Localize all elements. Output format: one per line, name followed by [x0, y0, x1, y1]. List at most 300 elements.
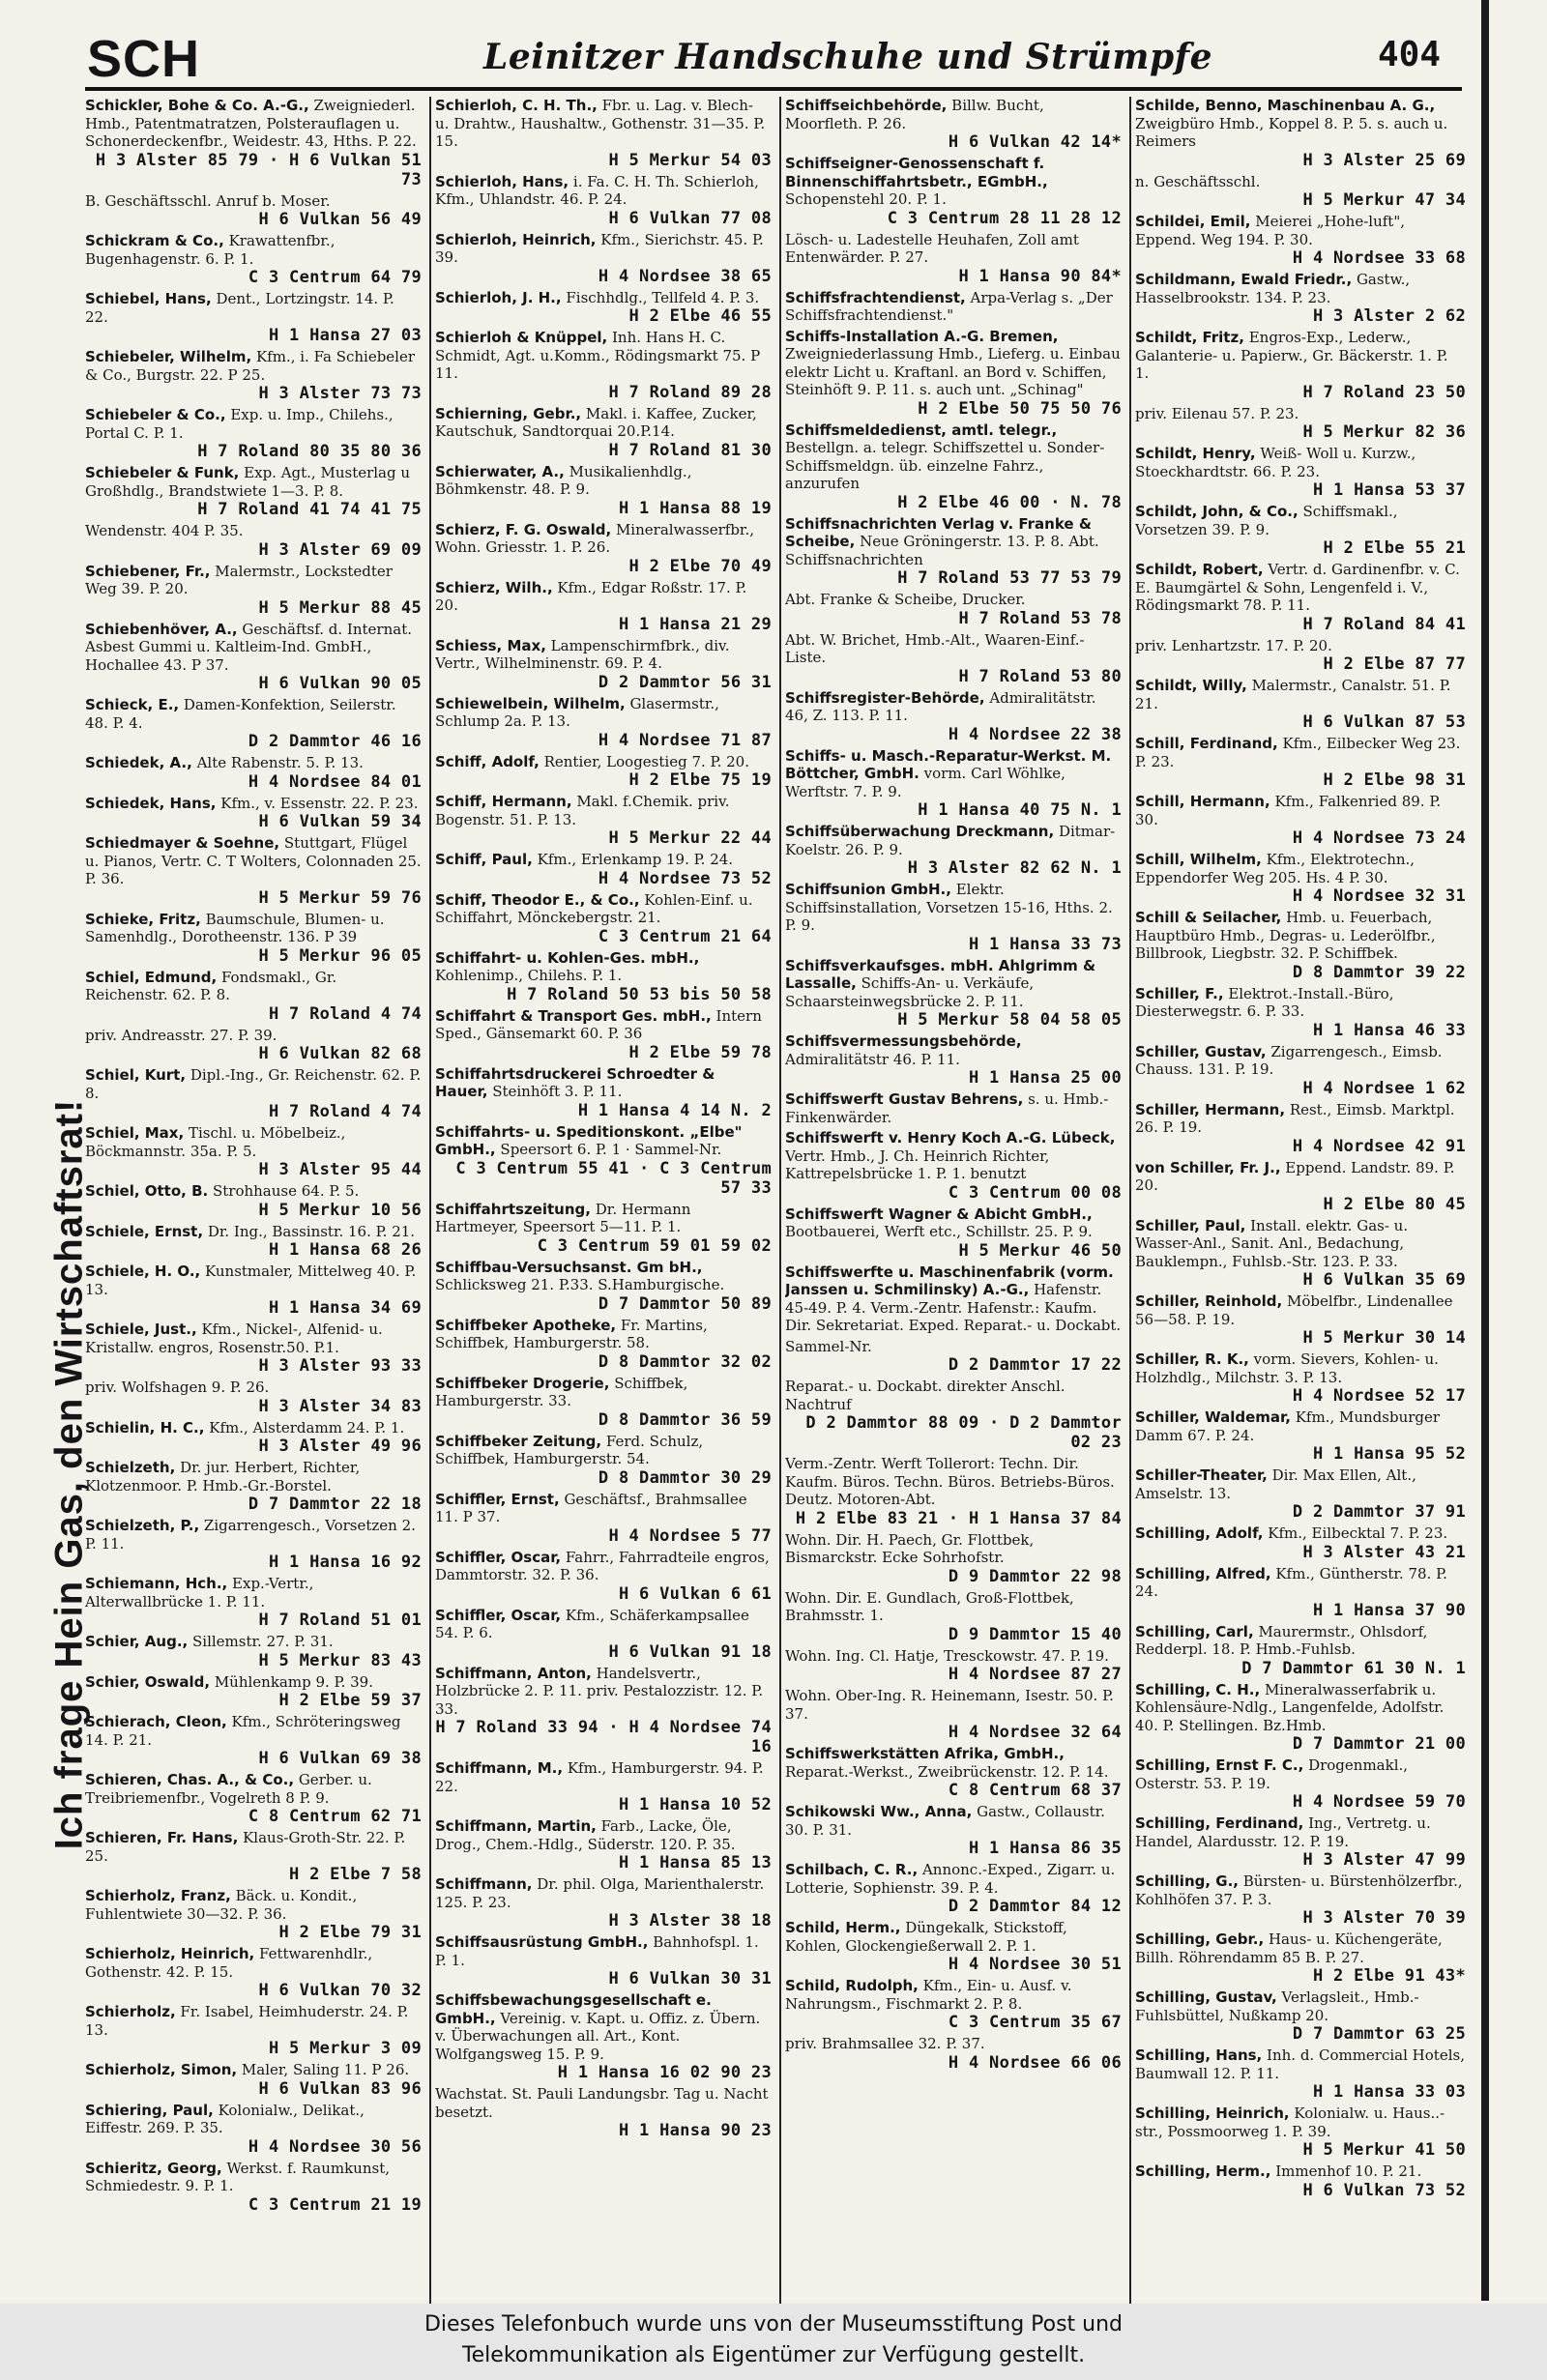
listing-details: Admiralitätstr. 46, Z. 113. P. 11.	[785, 688, 1096, 724]
listing-text	[785, 231, 1122, 267]
listing-entry	[1135, 97, 1466, 170]
listing-details: Kunstmaler, Mittelweg 40. P. 13.	[85, 1263, 417, 1298]
listing-details: Kfm., Elektrotechn., Eppendorfer Weg 205. Hs. 4 P. 30.	[1135, 851, 1416, 886]
listing-details: Gerber. u. Treibriemenfbr., Vogelreth 8 P. 9.	[85, 1771, 372, 1807]
listing-phone: H 7 Roland 4 74	[268, 1003, 422, 1024]
listing-name: Schildt, Robert,	[1135, 561, 1264, 578]
listing-phone: H 4 Nordsee 30 51	[948, 1955, 1122, 1974]
listing-text	[1135, 1466, 1466, 1502]
listing-entry	[85, 1182, 422, 1220]
listing-phone: H 6 Vulkan 42 14*	[948, 132, 1122, 152]
listing-entry	[785, 1129, 1122, 1203]
listing-phone: D 8 Dammtor 32 02	[598, 1351, 772, 1372]
listing-phone: H 2 Elbe 87 77	[1323, 654, 1466, 674]
listing-name: Schiffbeker Apotheke,	[435, 1316, 617, 1334]
listing-text	[1135, 2162, 1466, 2181]
column-1	[85, 97, 422, 2320]
listing-phone: H 1 Hansa 34 69	[268, 1298, 422, 1318]
listing-phone: D 2 Dammtor 84 12	[948, 1897, 1122, 1916]
listing-phone: C 3 Centrum 28 11 28 12	[887, 208, 1122, 228]
listing-name: Schiffseigner-Genossenschaft f. Binnenschiffahrtsbetr., EGmbH.,	[785, 155, 1048, 190]
listing-details: Kfm., Hamburgerstr. 94. P. 22.	[435, 1759, 764, 1795]
listing-entry	[435, 521, 772, 576]
listing-text	[1135, 1872, 1466, 1908]
listing-phone: H 4 Nordsee 30 56	[248, 2136, 422, 2157]
page-number: 404	[1377, 35, 1441, 74]
listing-entry	[85, 1027, 422, 1064]
listing-text	[785, 631, 1122, 667]
listing-text	[435, 891, 772, 927]
listing-phone: H 2 Elbe 83 21 · H 1 Hansa 37 84	[795, 1508, 1122, 1528]
listing-entry	[435, 1875, 772, 1930]
listing-details: Install. elektr. Gas- u. Wasser-Anl., Sanit. Anl., Bedachung, Bauklempn., Fuhlsb.-Str. 123. P. 33.	[1135, 1216, 1409, 1270]
listing-details: Wohn. Ing. Cl. Hatje, Tresckowstr. 47. P. 19.	[785, 1646, 1109, 1665]
listing-phone: H 4 Nordsee 87 27	[948, 1665, 1122, 1684]
listing-text	[785, 747, 1122, 801]
listing-text	[435, 521, 772, 557]
listing-details: Maler, Saling 11. P 26.	[241, 2061, 410, 2078]
listing-text	[435, 1875, 772, 1911]
listing-entry	[435, 1933, 772, 1988]
listing-details: Lösch- u. Ladestelle Heuhafen, Zoll amt Entenwärder. P. 27.	[785, 230, 1079, 266]
listing-phone: H 3 Alster 82 62 N. 1	[907, 858, 1122, 878]
listing-name: Schiffahrtsdruckerei Schroedter & Hauer,	[435, 1064, 715, 1100]
listing-phone: H 4 Nordsee 22 38	[948, 724, 1122, 744]
listing-phone: H 1 Hansa 33 03	[1312, 2082, 1466, 2102]
listing-entry	[85, 406, 422, 461]
listing-name: von Schiller, Fr. J.,	[1135, 1158, 1281, 1176]
listing-text	[1135, 1159, 1466, 1195]
listing-text	[1135, 1814, 1466, 1850]
listing-name: Schiebeler & Co.,	[85, 406, 226, 423]
listing-entry	[1135, 1350, 1466, 1406]
listing-text	[785, 1589, 1122, 1625]
listing-phone: H 3 Alster 69 09	[258, 539, 422, 560]
listing-details: priv. Lenhartzstr. 17. P. 20.	[1135, 636, 1332, 654]
listing-text	[435, 463, 772, 499]
listing-text	[785, 328, 1122, 399]
listing-phone: H 7 Roland 23 50	[1302, 382, 1466, 402]
listing-text	[435, 949, 772, 985]
listing-text	[1135, 2104, 1466, 2140]
listing-text	[785, 1687, 1122, 1723]
listing-phone: H 4 Nordsee 52 17	[1292, 1386, 1466, 1406]
listing-entry	[85, 834, 422, 908]
listing-phone: H 6 Vulkan 70 32	[258, 1981, 422, 2000]
listing-details: Steinhöft 3. P. 11.	[492, 1083, 623, 1100]
listing-entry	[785, 689, 1122, 744]
listing-details: Verlagsleit., Hmb.-Fuhlsbüttel, Nußkamp 20.	[1135, 1988, 1419, 2024]
listing-entry	[435, 1065, 772, 1120]
listing-entry	[785, 515, 1122, 589]
listing-text	[1135, 909, 1466, 963]
listing-details: Zweigniederlassung Hmb., Lieferg. u. Einbau elektr Licht u. Kraftanl. an Bord v. Schiffen, Steinhöft 9. P. 11. s. auch unt. „Schinag"	[785, 345, 1121, 398]
listing-details: Zigarrengesch., Eimsb. Chauss. 131. P. 19.	[1135, 1042, 1443, 1078]
listing-details: vorm. Sievers, Kohlen- u. Holzhdlg., Milchstr. 3. P. 13.	[1135, 1350, 1439, 1386]
listing-details: Schiffsmakl., Vorsetzen 39. P. 9.	[1135, 503, 1398, 538]
listing-entry	[785, 1803, 1122, 1858]
listing-entry	[785, 1090, 1122, 1126]
listing-entry	[785, 823, 1122, 878]
listing-name: Schiffmann,	[435, 1875, 533, 1893]
listing-details: Exp.-Vertr., Alterwallbrücke 1. P. 11.	[85, 1575, 314, 1611]
listing-phone: H 7 Roland 33 94 · H 4 Nordsee 74 16	[435, 1718, 772, 1756]
listing-text	[435, 695, 772, 731]
listing-name: Schiller, R. K.,	[1135, 1350, 1249, 1368]
listing-phone: H 7 Roland 53 78	[958, 608, 1122, 628]
listing-details: Kolonialw., Delikat., Eiffestr. 269. P. 35.	[85, 2101, 365, 2136]
listing-name: Schiffahrt & Transport Ges. mbH.,	[435, 1006, 712, 1025]
listing-name: Schiedek, Hans,	[85, 794, 217, 812]
listing-name: Schiffbeker Zeitung,	[435, 1432, 602, 1450]
listing-entry	[1135, 1872, 1466, 1928]
listing-text	[435, 1065, 772, 1101]
listing-details: i. Fa. C. H. Th. Schierloh, Kfm., Uhlandstr. 46. P. 24.	[435, 172, 759, 208]
listing-text	[85, 621, 422, 675]
listing-entry	[785, 155, 1122, 228]
listing-details: Wohn. Dir. H. Paech, Gr. Flottbek, Bismarckstr. Ecke Sohrhofstr.	[785, 1530, 1035, 1566]
listing-entry	[85, 969, 422, 1024]
listing-details: Kfm., v. Essenstr. 22. P. 23.	[220, 794, 419, 812]
listing-text	[435, 1123, 772, 1159]
listing-name: Schierloh & Knüppel,	[435, 329, 608, 346]
listing-text	[435, 1007, 772, 1043]
listing-details: Dipl.-Ing., Gr. Reichenstr. 62. P. 8.	[85, 1066, 422, 1102]
listing-entry	[1135, 1814, 1466, 1870]
listing-details: Dir. Max Ellen, Alt., Amselstr. 13.	[1135, 1466, 1416, 1502]
listing-name: Schieke, Fritz,	[85, 910, 201, 928]
header-advertisement: Leinitzer Handschuhe und Strümpfe	[483, 37, 1213, 77]
listing-name: Schiller, Gustav,	[1135, 1042, 1267, 1060]
listing-name: Schiess, Max,	[435, 636, 546, 654]
listing-name: Schill & Seilacher,	[1135, 909, 1282, 926]
listing-name: Schielzeth, P.,	[85, 1517, 200, 1534]
listing-name: Schilbach, C. R.,	[785, 1861, 919, 1878]
listing-name: Schiel, Max,	[85, 1124, 185, 1142]
listing-details: Maurermstr., Ohlsdorf, Redderpl. 18. P. Hmb.-Fuhlsb.	[1135, 1622, 1428, 1658]
listing-phone: H 5 Merkur 3 09	[268, 2039, 422, 2058]
listing-details: Malermstr., Lockstedter Weg 39. P. 20.	[85, 562, 393, 597]
listing-text	[85, 348, 422, 384]
listing-details: Dent., Lortzingstr. 14. P. 22.	[85, 290, 394, 326]
listing-name: Schierholz, Simon,	[85, 2061, 238, 2078]
listing-text	[785, 881, 1122, 935]
listing-entry	[85, 1124, 422, 1179]
listing-text	[785, 591, 1122, 609]
listing-name: Schikowski Ww., Anna,	[785, 1803, 973, 1820]
listing-phone: H 2 Elbe 75 19	[628, 770, 772, 790]
listing-entry	[785, 421, 1122, 512]
listing-details: Klaus-Groth-Str. 22. P. 25.	[85, 1829, 406, 1865]
listing-entry	[785, 231, 1122, 286]
listing-entry	[85, 563, 422, 618]
listing-entry	[85, 232, 422, 287]
listing-entry	[1135, 1930, 1466, 1986]
listing-entry	[785, 591, 1122, 628]
listing-phone: H 2 Elbe 98 31	[1323, 770, 1466, 790]
listing-entry	[1135, 2162, 1466, 2200]
listing-phone: H 3 Alster 70 39	[1302, 1908, 1466, 1928]
listing-entry	[1135, 1292, 1466, 1348]
listing-phone: H 1 Hansa 85 13	[618, 1853, 772, 1872]
listing-details: Kohlenimp., Chilehs. P. 1.	[435, 967, 623, 984]
listing-phone: H 7 Roland 53 77 53 79	[897, 568, 1122, 588]
listing-text	[85, 1633, 422, 1651]
listing-name: Schierz, Wilh.,	[435, 578, 553, 596]
listing-name: Schiffswerft v. Henry Koch A.-G. Lübeck,	[785, 1129, 1116, 1146]
listing-phone: H 3 Alster 25 69	[1302, 150, 1466, 170]
listing-phone: H 7 Roland 80 35 80 36	[197, 442, 422, 461]
listing-text	[85, 1713, 422, 1749]
listing-name: Schiff, Paul,	[435, 851, 533, 868]
listing-details: Haus- u. Küchengeräte, Billh. Röhrendamm 85 B. P. 27.	[1135, 1930, 1443, 1966]
listing-phone: H 6 Vulkan 6 61	[618, 1583, 772, 1604]
listing-text	[785, 1977, 1122, 2013]
listing-text	[85, 2003, 422, 2039]
listing-entry	[435, 173, 772, 228]
listing-text	[85, 2102, 422, 2137]
listing-entry	[85, 1379, 422, 1416]
listing-phone: H 3 Alster 93 33	[258, 1356, 422, 1376]
listing-entry	[785, 881, 1122, 954]
listing-phone: H 1 Hansa 46 33	[1312, 1020, 1466, 1040]
listing-text	[85, 406, 422, 442]
listing-entry	[435, 2085, 772, 2140]
listing-details: Kfm., Alsterdamm 24. P. 1.	[209, 1418, 405, 1437]
listing-phone: H 3 Alster 43 21	[1302, 1542, 1466, 1562]
listing-name: Schiering, Paul,	[85, 2101, 214, 2119]
listing-phone: C 8 Centrum 62 71	[248, 1807, 422, 1826]
listing-phone: H 1 Hansa 40 75 N. 1	[918, 800, 1122, 820]
listing-text	[435, 1665, 772, 1719]
listing-phone: H 6 Vulkan 59 34	[258, 812, 422, 831]
listing-name: Schiff, Hermann,	[435, 793, 572, 810]
listing-text	[785, 1455, 1122, 1509]
listing-details: vorm. Carl Wöhlke, Werftstr. 7. P. 9.	[785, 765, 1065, 800]
listing-details: Malermstr., Canalstr. 51. P. 21.	[1135, 677, 1451, 712]
listing-text	[785, 823, 1122, 858]
listing-details: Zigarrengesch., Vorsetzen 2. P. 11.	[85, 1517, 416, 1553]
listing-entry	[1135, 985, 1466, 1040]
listing-text	[1135, 1043, 1466, 1079]
listing-name: Schilling, G.,	[1135, 1872, 1239, 1890]
listing-entry	[85, 2003, 422, 2058]
listing-name: Schill, Hermann,	[1135, 793, 1270, 810]
listing-phone: D 2 Dammtor 88 09 · D 2 Dammtor 02 23	[805, 1413, 1122, 1452]
listing-details: Ditmar-Koelstr. 26. P. 9.	[785, 823, 1116, 858]
listing-name: Schiffmann, M.,	[435, 1759, 564, 1777]
listing-text	[435, 1375, 772, 1410]
listing-phone: D 8 Dammtor 39 22	[1292, 962, 1466, 982]
listing-entry	[85, 290, 422, 345]
listing-text	[85, 696, 422, 732]
listing-phone: D 8 Dammtor 36 59	[598, 1409, 772, 1430]
column-divider	[429, 97, 431, 2320]
listing-name: Schiffs-Installation A.-G. Bremen,	[785, 327, 1059, 345]
listing-details: Geschäftsf., Brahmsallee 11. P 37.	[435, 1490, 747, 1525]
listing-phone: H 3 Alster 49 96	[258, 1437, 422, 1456]
column-divider	[1129, 97, 1131, 2320]
listing-text	[1135, 445, 1466, 480]
listing-name: Schiebeler & Funk,	[85, 464, 240, 481]
listing-text	[85, 1182, 422, 1201]
listing-text	[785, 155, 1122, 209]
listing-details: Bahnhofspl. 1. P. 1.	[435, 1933, 759, 1969]
listing-details: Kfm., Ein- u. Ausf. v. Nahrungsm., Fischmarkt 2. P. 8.	[785, 1977, 1072, 2013]
listing-entry	[1135, 1159, 1466, 1214]
listing-phone: H 2 Elbe 7 58	[289, 1865, 422, 1884]
listing-entry	[435, 289, 772, 327]
listing-entry	[1135, 1681, 1466, 1755]
listing-text	[435, 851, 772, 869]
listing-phone: H 4 Nordsee 73 24	[1292, 828, 1466, 848]
listing-phone: H 2 Elbe 79 31	[278, 1923, 422, 1942]
listing-phone: H 6 Vulkan 73 52	[1302, 2180, 1466, 2200]
listing-text	[1135, 561, 1466, 615]
listing-phone: H 3 Alster 85 79 · H 6 Vulkan 51 73	[95, 150, 422, 189]
listing-phone: H 1 Hansa 53 37	[1312, 480, 1466, 500]
listing-text	[1135, 2046, 1466, 2082]
listing-phone: H 2 Elbe 80 45	[1323, 1194, 1466, 1214]
listing-text	[85, 290, 422, 326]
listing-name: Schielzeth,	[85, 1459, 176, 1476]
listing-entry	[435, 1375, 772, 1430]
listing-text	[85, 1829, 422, 1865]
listing-name: Schiff, Theodor E., & Co.,	[435, 890, 640, 909]
listing-name: Schiffsmeldedienst, amtl. telegr.,	[785, 421, 1058, 439]
listing-entry	[1135, 173, 1466, 211]
listing-entry	[1135, 405, 1466, 443]
listing-details: Bürsten- u. Bürstenhölzerfbr., Kohlhöfen 37. P. 3.	[1135, 1872, 1463, 1908]
listing-entry	[1135, 1565, 1466, 1620]
listing-phone: H 5 Merkur 46 50	[958, 1240, 1122, 1261]
listing-text	[1135, 1623, 1466, 1659]
listing-entry	[435, 1259, 772, 1314]
listing-phone: H 1 Hansa 95 52	[1312, 1444, 1466, 1464]
listing-phone: D 7 Dammtor 50 89	[598, 1293, 772, 1314]
listing-details: Dr. Hermann Hartmeyer, Speersort 5—11. P. 1.	[435, 1200, 691, 1235]
listing-text	[785, 1205, 1122, 1241]
listing-details: Inh. d. Commercial Hotels, Baumwall 12. P. 11.	[1135, 2046, 1465, 2082]
listing-phone: H 3 Alster 95 44	[258, 1160, 422, 1179]
listing-details: Handelsvertr., Holzbrücke 2. P. 11. priv. Pestalozzistr. 12. P. 33.	[435, 1664, 764, 1718]
listing-name: Schierloh, J. H.,	[435, 288, 562, 306]
listing-text	[435, 173, 772, 209]
listing-text	[1135, 851, 1466, 886]
listing-phone: H 1 Hansa 86 35	[968, 1839, 1122, 1858]
listing-details: s. u. Hmb.-Finkenwärder.	[785, 1090, 1109, 1126]
listing-details: priv. Andreasstr. 27. P. 39.	[85, 1026, 277, 1044]
listing-text	[785, 289, 1122, 325]
listing-text	[85, 1945, 422, 1981]
listing-text	[1135, 1350, 1466, 1386]
listing-name: Schiller, F.,	[1135, 984, 1224, 1002]
listing-text	[785, 1647, 1122, 1666]
listing-details: Bestellgn. a. telegr. Schiffszettel u. Sonder-Schiffsmeldgn. üb. einzelne Fahrz., anzurufen	[785, 439, 1105, 492]
listing-details: Engros-Exp., Lederw., Galanterie- u. Papierw., Gr. Bäckerstr. 1. P. 1.	[1135, 329, 1448, 382]
listing-text	[1135, 793, 1466, 828]
listing-details: Sammel-Nr.	[785, 1337, 872, 1355]
listing-details: Lampenschirmfbrk., div. Vertr., Wilhelminenstr. 69. P. 4.	[435, 636, 730, 672]
listing-text	[1135, 1988, 1466, 2024]
listing-phone: D 7 Dammtor 63 25	[1292, 2024, 1466, 2044]
listing-entry	[1135, 735, 1466, 790]
listing-details: Exp. Agt., Musterlag u Großhdlg., Brandstwiete 1—3. P. 8.	[85, 464, 411, 500]
listing-entry	[435, 405, 772, 460]
listing-details: Düngekalk, Stickstoff, Kohlen, Glockengießerwall 2. P. 1.	[785, 1919, 1067, 1955]
listing-entry	[785, 1589, 1122, 1644]
listing-name: Schiele, Just.,	[85, 1321, 197, 1338]
listing-text	[1135, 1217, 1466, 1271]
listing-details: Mineralwasserfbr., Wohn. Griesstr. 1. P. 26.	[435, 520, 754, 556]
footer-line-2: Telekommunikation als Eigentümer zur Verfügung gestellt.	[461, 2343, 1086, 2367]
listing-name: Schierz, F. G. Oswald,	[435, 520, 612, 538]
listing-details: Drogenmakl., Osterstr. 53. P. 19.	[1135, 1756, 1409, 1792]
listing-text	[85, 1419, 422, 1437]
listing-details: Ferd. Schulz, Schiffbek, Hamburgerstr. 54.	[435, 1432, 704, 1467]
listing-details: Wohn. Dir. E. Gundlach, Groß-Flottbek, Brahmsstr. 1.	[785, 1588, 1074, 1624]
listing-entry	[785, 747, 1122, 821]
listing-entry	[85, 348, 422, 403]
listing-phone: D 2 Dammtor 56 31	[598, 672, 772, 692]
page-header	[87, 29, 1441, 88]
listing-details: Elektr. Schiffsinstallation, Vorsetzen 15-16, Hths. 2. P. 9.	[785, 881, 1113, 934]
listing-name: Schiffsregister-Behörde,	[785, 688, 985, 707]
listing-phone: H 5 Merkur 82 36	[1302, 422, 1466, 442]
listing-details: Fettwarenhdlr., Gothenstr. 42. P. 15.	[85, 1945, 373, 1981]
listing-details: Speersort 6. P. 1 · Sammel-Nr.	[500, 1141, 722, 1158]
listing-text	[85, 1321, 422, 1356]
listing-entry	[85, 1459, 422, 1514]
listing-text	[785, 2035, 1122, 2053]
listing-text	[85, 1066, 422, 1102]
listing-phone: H 7 Roland 41 74 41 75	[197, 500, 422, 519]
listing-details: Intern Sped., Gänsemarkt 60. P. 36	[435, 1006, 762, 1042]
listing-text	[85, 97, 422, 151]
listing-phone: H 1 Hansa 68 26	[268, 1240, 422, 1260]
listing-details: B. Geschäftsschl. Anruf b. Moser.	[85, 191, 331, 210]
listing-phone: H 2 Elbe 50 75 50 76	[918, 398, 1122, 419]
listing-phone: D 7 Dammtor 61 30 N. 1	[1241, 1658, 1466, 1678]
listing-text	[1135, 1565, 1466, 1601]
listing-entry	[435, 463, 772, 518]
header-rule	[85, 87, 1462, 91]
listing-details: Bootbauerei, Werft etc., Schillstr. 25. P. 9.	[785, 1223, 1093, 1240]
listing-details: Makl. f.Chemik. priv. Bogenstr. 51. P. 13.	[435, 793, 730, 828]
listing-phone: H 5 Merkur 83 43	[258, 1650, 422, 1670]
listing-entry	[785, 328, 1122, 419]
listing-text	[1135, 97, 1466, 151]
listing-text	[435, 1549, 772, 1584]
listing-name: Schildt, Willy,	[1135, 677, 1247, 694]
listing-phone: H 1 Hansa 33 73	[968, 934, 1122, 954]
listing-details: Admiralitätstr 46. P. 11.	[785, 1050, 960, 1068]
listing-phone: H 4 Nordsee 32 31	[1292, 886, 1466, 906]
listing-phone: H 7 Roland 50 53 bis 50 58	[507, 984, 772, 1004]
listing-entry	[85, 1517, 422, 1572]
listing-phone: H 6 Vulkan 91 18	[608, 1641, 772, 1662]
listing-name: Schiele, Ernst,	[85, 1222, 204, 1240]
listing-phone: H 4 Nordsee 33 68	[1292, 248, 1466, 268]
listing-details: Dr. phil. Olga, Marienthalerstr. 125. P. 23.	[435, 1875, 765, 1911]
listing-name: Schierning, Gebr.,	[435, 404, 582, 422]
listing-name: Schiel, Otto, B.	[85, 1182, 209, 1200]
listing-details: Schlicksweg 21. P.33. S.Hamburgische.	[435, 1276, 725, 1293]
listing-text	[785, 1531, 1122, 1567]
listing-entry	[85, 1673, 422, 1711]
listing-text	[1135, 213, 1466, 248]
listing-entry	[435, 793, 772, 848]
